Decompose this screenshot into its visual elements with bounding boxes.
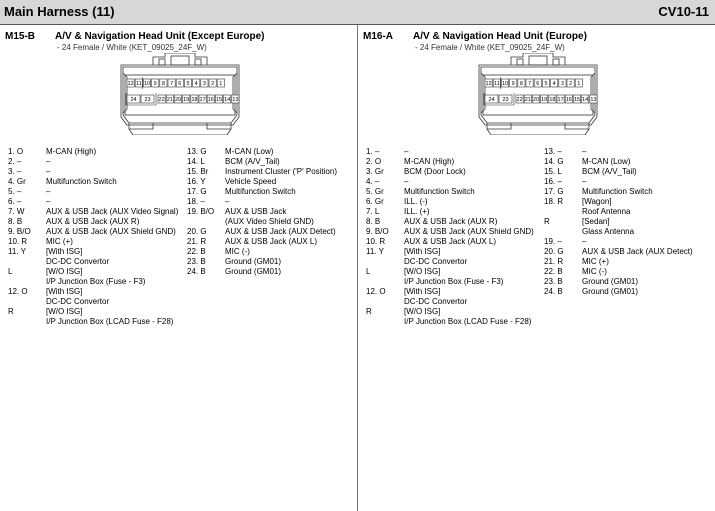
pin-description: MIC (-) [225,247,250,256]
pin-row [6,147,178,157]
pin-description: Multifunction Switch [404,187,475,196]
pin-row [6,257,178,267]
pin-number: 8. B [366,217,381,226]
pin-row [6,187,178,197]
pin-description: AUX & USB Jack (AUX Shield GND) [46,227,176,236]
cavity-number: 20 [174,97,182,103]
pin-row [542,217,693,227]
pin-description: Multifunction Switch [225,187,296,196]
connector-id: M15-B [5,31,36,42]
pin-number [364,257,404,267]
pin-row [185,197,337,207]
cavity-number: 15 [573,97,581,103]
pin-number: 24. B [544,287,563,296]
pin-row [542,157,693,167]
pin-description: M-CAN (Low) [582,157,631,166]
pin-number: L [366,267,371,276]
cavity-number: 14 [224,97,231,103]
connector-subtitle: - 24 Female / White (KET_09025_24F_W) [415,43,565,52]
pin-row [542,187,693,197]
cavity-number: 21 [166,97,173,103]
cavity-number: 5 [544,81,548,87]
pin-number: 4. – [366,177,380,186]
pin-number: R [8,307,14,316]
pin-description: [With ISG] [404,247,441,256]
pin-number: 13. – [544,147,562,156]
cavity-number: 9 [153,81,157,87]
connector-id: M16-A [363,31,394,42]
pin-row [364,217,534,227]
pin-row [6,307,178,317]
cavity-number: 3 [560,81,564,87]
pin-description: BCM (A/V_Tail) [582,167,637,176]
pin-row [542,177,693,187]
cavity-number: 24 [130,97,137,103]
pin-description: AUX & USB Jack (AUX L) [404,237,497,246]
page-header [0,0,715,25]
pin-row [185,247,337,257]
pin-number: 1. O [8,147,24,156]
pin-row [6,247,178,257]
cavity-number: 8 [519,81,523,87]
pin-number [364,317,404,327]
pin-list-1 [6,147,178,327]
cavity-number: 17 [199,97,206,103]
pin-row [364,257,534,267]
pin-list-1 [364,147,534,327]
cavity-number: 12 [127,81,134,87]
pin-description: MIC (+) [46,237,73,246]
pin-number: 2. O [366,157,382,166]
cavity-number: 24 [488,97,495,103]
pin-description: [W/O ISG] [404,267,441,276]
pin-description: AUX & USB Jack (AUX Video Signal) [46,207,179,216]
pin-number: R [544,217,550,226]
cavity-number: 2 [569,81,573,87]
pin-number [364,277,404,287]
pin-row [364,227,534,237]
cavity-number: 10 [501,81,509,87]
cavity-number: 23 [144,97,151,103]
pin-number: 1. – [366,147,380,156]
pin-row [185,217,337,227]
pin-number [6,297,46,307]
pin-number: R [366,307,372,316]
pin-description: Ground (GM01) [225,267,282,276]
pin-description: DC-DC Convertor [46,297,110,306]
pin-number: 5. Gr [366,187,384,196]
pin-row [185,157,337,167]
cavity-number: 5 [186,81,190,87]
pin-row [185,267,337,277]
pin-description: DC-DC Convertor [46,257,110,266]
pin-row [364,237,534,247]
cavity-number: 6 [178,81,182,87]
pin-row [6,157,178,167]
pin-number: 15. Br [187,167,209,176]
pin-row [364,247,534,257]
pin-description: – [582,237,587,246]
pin-description: MIC (-) [582,267,607,276]
pin-row [185,207,337,217]
pin-description: ILL. (-) [404,197,428,206]
pin-number: 15. L [544,167,562,176]
connector-subtitle: - 24 Female / White (KET_09025_24F_W) [57,43,207,52]
pin-description: – [404,177,409,186]
cavity-number: 4 [552,81,556,87]
pin-number: 22. B [187,247,206,256]
pin-list-2 [542,147,693,297]
pin-row [185,227,337,237]
cavity-number: 17 [557,97,564,103]
cavity-number: 22 [516,97,523,103]
pin-number: 24. B [187,267,206,276]
pin-description: Ground (GM01) [582,287,639,296]
pin-row [6,167,178,177]
pin-description: I/P Junction Box (Fuse - F3) [404,277,504,286]
pin-description: BCM (A/V_Tail) [225,157,280,166]
cavity-number: 20 [532,97,540,103]
pin-description: DC-DC Convertor [404,297,468,306]
pin-description: – [46,157,51,166]
pin-row [364,307,534,317]
pin-number: 6. – [8,197,22,206]
pin-description: Ground (GM01) [582,277,639,286]
page-code: CV10-11 [658,4,709,19]
pin-description: [With ISG] [404,287,441,296]
pin-number [542,227,582,237]
pin-row [185,187,337,197]
pin-number: 10. R [8,237,28,246]
cavity-number: 16 [207,97,214,103]
pin-row [185,167,337,177]
pin-number: 16. – [544,177,562,186]
cavity-number: 16 [565,97,572,103]
pin-row [364,167,534,177]
pin-row [542,287,693,297]
pin-row [364,197,534,207]
pin-number: 21. R [544,257,564,266]
pin-row [542,227,693,237]
pin-description: AUX & USB Jack (AUX Detect) [582,247,693,256]
pin-description: [W/O ISG] [404,307,441,316]
pin-row [364,207,534,217]
pin-description: [With ISG] [46,287,83,296]
cavity-number: 18 [191,97,198,103]
pin-description: M-CAN (High) [46,147,97,156]
pin-number: 3. Gr [366,167,384,176]
pin-row [6,297,178,307]
pin-description: I/P Junction Box (LCAD Fuse - F28) [46,317,174,326]
pin-description: AUX & USB Jack (AUX Detect) [225,227,336,236]
cavity-number: 21 [524,97,531,103]
pin-row [542,197,693,207]
cavity-number: 1 [577,81,581,87]
pin-number: 20. G [187,227,207,236]
pin-number: 10. R [366,237,386,246]
pin-number [6,257,46,267]
pin-number: 3. – [8,167,22,176]
pin-description: BCM (Door Lock) [404,167,466,176]
pin-number: 7. W [8,207,25,216]
pin-row [185,177,337,187]
harness-title: Main Harness (11) [4,4,115,19]
pin-description: DC-DC Convertor [404,257,468,266]
pin-description: M-CAN (Low) [225,147,274,156]
cavity-number: 1 [219,81,223,87]
pin-row [6,277,178,287]
pin-number: 5. – [8,187,22,196]
pin-number: 18. – [187,197,205,206]
pin-number: 20. G [544,247,564,256]
cavity-number: 13 [590,97,597,103]
cavity-number: 7 [528,81,532,87]
connector-panel-right [358,25,715,511]
cavity-number: 15 [215,97,223,103]
cavity-number: 6 [536,81,540,87]
cavity-number: 7 [170,81,174,87]
cavity-number: 12 [485,81,492,87]
cavity-number: 4 [194,81,198,87]
pin-description: AUX & USB Jack [225,207,287,216]
cavity-number: 23 [502,97,509,103]
pin-number: 16. Y [187,177,206,186]
pin-description: I/P Junction Box (Fuse - F3) [46,277,146,286]
pin-number: 6. Gr [366,197,384,206]
pin-row [542,167,693,177]
pin-description: (AUX Video Shield GND) [225,217,314,226]
pin-row [364,147,534,157]
pin-row [364,317,534,327]
cavity-number: 8 [161,81,165,87]
pin-description: – [46,167,51,176]
pin-number: 17. G [187,187,207,196]
pin-row [6,197,178,207]
pin-number: 19. B/O [187,207,215,216]
cavity-number: 14 [582,97,589,103]
pin-row [542,237,693,247]
cavity-number: 9 [511,81,515,87]
connector-title: A/V & Navigation Head Unit (Europe) [413,31,587,42]
connector-title: A/V & Navigation Head Unit (Except Europe) [55,31,265,42]
pin-description: – [582,147,587,156]
connector-diagram [115,53,245,135]
pin-row [364,297,534,307]
pin-row [364,177,534,187]
pin-description: [W/O ISG] [46,307,83,316]
pin-row [185,257,337,267]
pin-row [185,147,337,157]
pin-description: Roof Antenna [582,207,631,216]
pin-number: 17. G [544,187,564,196]
pin-description: Multifunction Switch [46,177,117,186]
connector-panel-left [0,25,357,511]
pin-row [364,267,534,277]
pin-number: L [8,267,13,276]
pin-number: 2. – [8,157,22,166]
pin-number: 7. L [366,207,380,216]
pin-number [364,297,404,307]
pin-row [6,267,178,277]
pin-description: [W/O ISG] [46,267,83,276]
pin-description: – [46,197,51,206]
pin-description: MIC (+) [582,257,609,266]
pin-description: AUX & USB Jack (AUX Shield GND) [404,227,534,236]
pin-number [6,277,46,287]
cavity-number: 11 [135,81,142,87]
pin-number: 23. B [187,257,206,266]
cavity-number: 18 [549,97,556,103]
pin-description: – [46,187,51,196]
pin-row [364,187,534,197]
pin-description: AUX & USB Jack (AUX L) [225,237,318,246]
pin-number: 9. B/O [366,227,389,236]
pin-description: Vehicle Speed [225,177,277,186]
pin-description: – [582,177,587,186]
pin-description: Glass Antenna [582,227,635,236]
pin-row [542,147,693,157]
pin-number: 21. R [187,237,207,246]
pin-row [542,267,693,277]
cavity-number: 3 [202,81,206,87]
connector-diagram [473,53,603,135]
pin-description: [Wagon] [582,197,612,206]
pin-row [6,227,178,237]
pin-number [6,317,46,327]
pin-number: 22. B [544,267,563,276]
pin-row [542,207,693,217]
pin-number: 13. G [187,147,207,156]
pin-number: 12. O [366,287,386,296]
pin-description: Ground (GM01) [225,257,282,266]
pin-row [6,317,178,327]
pin-description: AUX & USB Jack (AUX R) [404,217,498,226]
pin-row [6,237,178,247]
cavity-number: 2 [211,81,215,87]
pin-row [364,277,534,287]
pin-row [542,257,693,267]
pin-row [6,217,178,227]
cavity-number: 13 [232,97,239,103]
pin-row [185,237,337,247]
cavity-number: 22 [158,97,165,103]
pin-number: 9. B/O [8,227,31,236]
pin-number [185,217,225,227]
pin-description: [With ISG] [46,247,83,256]
pin-description: – [225,197,230,206]
pin-description: AUX & USB Jack (AUX R) [46,217,140,226]
pin-description: M-CAN (High) [404,157,455,166]
pin-description: Instrument Cluster ('P' Position) [225,167,337,176]
pin-description: Multifunction Switch [582,187,653,196]
pin-row [542,247,693,257]
pin-number: 12. O [8,287,28,296]
pin-row [6,177,178,187]
pin-number: 18. R [544,197,564,206]
cavity-number: 19 [183,97,190,103]
pin-description: I/P Junction Box (LCAD Fuse - F28) [404,317,532,326]
cavity-number: 11 [493,81,500,87]
pin-list-2 [185,147,337,277]
pin-number [542,207,582,217]
pin-row [364,287,534,297]
pin-number: 14. G [544,157,564,166]
pin-row [6,207,178,217]
pin-number: 8. B [8,217,23,226]
pin-row [6,287,178,297]
pin-description: – [404,147,409,156]
pin-number: 11. Y [366,247,384,256]
pin-row [542,277,693,287]
cavity-number: 19 [541,97,548,103]
pin-number: 23. B [544,277,563,286]
cavity-number: 10 [143,81,151,87]
pin-number: 11. Y [8,247,26,256]
pin-number: 14. L [187,157,205,166]
pin-row [364,157,534,167]
pin-description: [Sedan] [582,217,610,226]
pin-number: 19. – [544,237,562,246]
pin-description: ILL. (+) [404,207,430,216]
pin-number: 4. Gr [8,177,26,186]
